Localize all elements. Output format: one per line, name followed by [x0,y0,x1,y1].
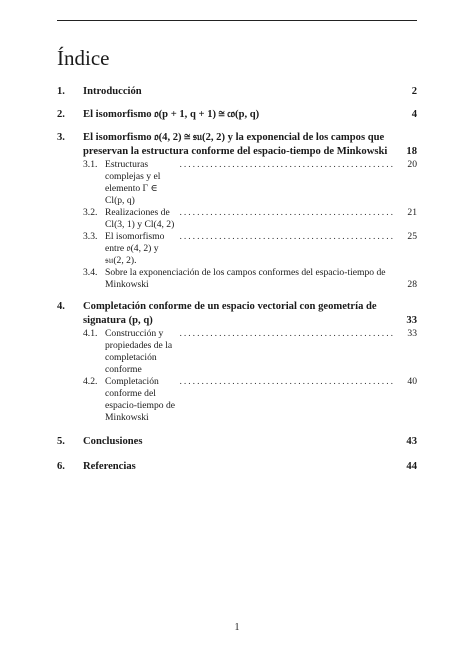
section-number: 2. [57,109,65,120]
section-title: El isomorfismo 𝔬(p + 1, q + 1) ≅ 𝔠𝔬(p, q) [83,109,260,120]
toc-entry-1[interactable] [57,85,417,99]
subsection-number: 4.2. [83,376,98,387]
subsection-page: 28 [407,279,417,290]
subsection-number: 4.1. [83,328,98,339]
section-title: Introducción [83,86,142,97]
subsection-page: 21 [407,207,417,218]
section-title: Conclusiones [83,436,143,447]
subsection-number: 3.4. [83,267,98,278]
subsection-title: Completación conforme del espacio-tiempo de Minkowski [105,376,176,423]
subsection-title: Estructuras complejas y el elemento Γ ∈ Cl(p, q) [105,159,161,206]
toc-entry-3[interactable] [57,131,417,159]
top-rule [57,20,417,21]
toc-subentry-4-2[interactable] [57,376,417,424]
toc-subentry-3-2[interactable] [57,207,417,231]
section-number: 3. [57,132,65,143]
subsection-title: El isomorfismo entre 𝔬(4, 2) y 𝔰𝔲(2, 2). [105,231,165,266]
dot-leader: ................................................. [175,207,395,218]
subsection-page: 25 [407,231,417,242]
toc-entry-2[interactable] [57,108,417,122]
toc-subentry-3-4[interactable] [57,267,417,291]
toc-subentry-3-1[interactable] [57,159,417,207]
section-number: 5. [57,436,65,447]
subsection-page: 33 [407,328,417,339]
subsection-title: Sobre la exponenciación de los campos conformes del espacio-tiempo de Minkowski [105,267,386,290]
section-page: 33 [406,315,417,326]
dot-leader: ................................................. [175,376,395,387]
toc-subentry-4-1[interactable] [57,328,417,376]
subsection-number: 3.2. [83,207,98,218]
section-page: 43 [406,436,417,447]
dot-leader: ................................................. [175,231,395,242]
dot-leader: ................................................. [175,159,395,170]
section-title: Completación conforme de un espacio vectorial con geometría de signatura (p, q) [83,301,377,326]
subsection-title: Construcción y propiedades de la completación conforme [105,328,173,375]
section-number: 4. [57,301,65,312]
page-number: 1 [234,622,240,633]
toc-entry-5[interactable] [57,435,417,449]
section-page: 4 [411,109,417,120]
subsection-page: 40 [407,376,417,387]
section-number: 1. [57,86,65,97]
section-page: 2 [411,86,417,97]
section-number: 6. [57,461,65,472]
subsection-number: 3.1. [83,159,98,170]
subsection-number: 3.3. [83,231,98,242]
toc-entry-4[interactable] [57,300,417,328]
table-of-contents [57,46,417,474]
section-page: 44 [406,461,417,472]
toc-entry-6[interactable] [57,460,417,474]
subsection-page: 20 [407,159,417,170]
section-title: El isomorfismo 𝔬(4, 2) ≅ 𝔰𝔲(2, 2) y la exponencial de los campos que preservan la estructura conforme del espacio-tiempo de Minkowski [83,132,388,157]
page-title: Índice [57,46,110,70]
toc-subentry-3-3[interactable] [57,231,417,267]
subsection-title: Realizaciones de Cl(3, 1) y Cl(4, 2) [105,207,175,230]
section-title: Referencias [83,461,136,472]
section-page: 18 [406,146,417,157]
dot-leader: ................................................. [175,328,395,339]
